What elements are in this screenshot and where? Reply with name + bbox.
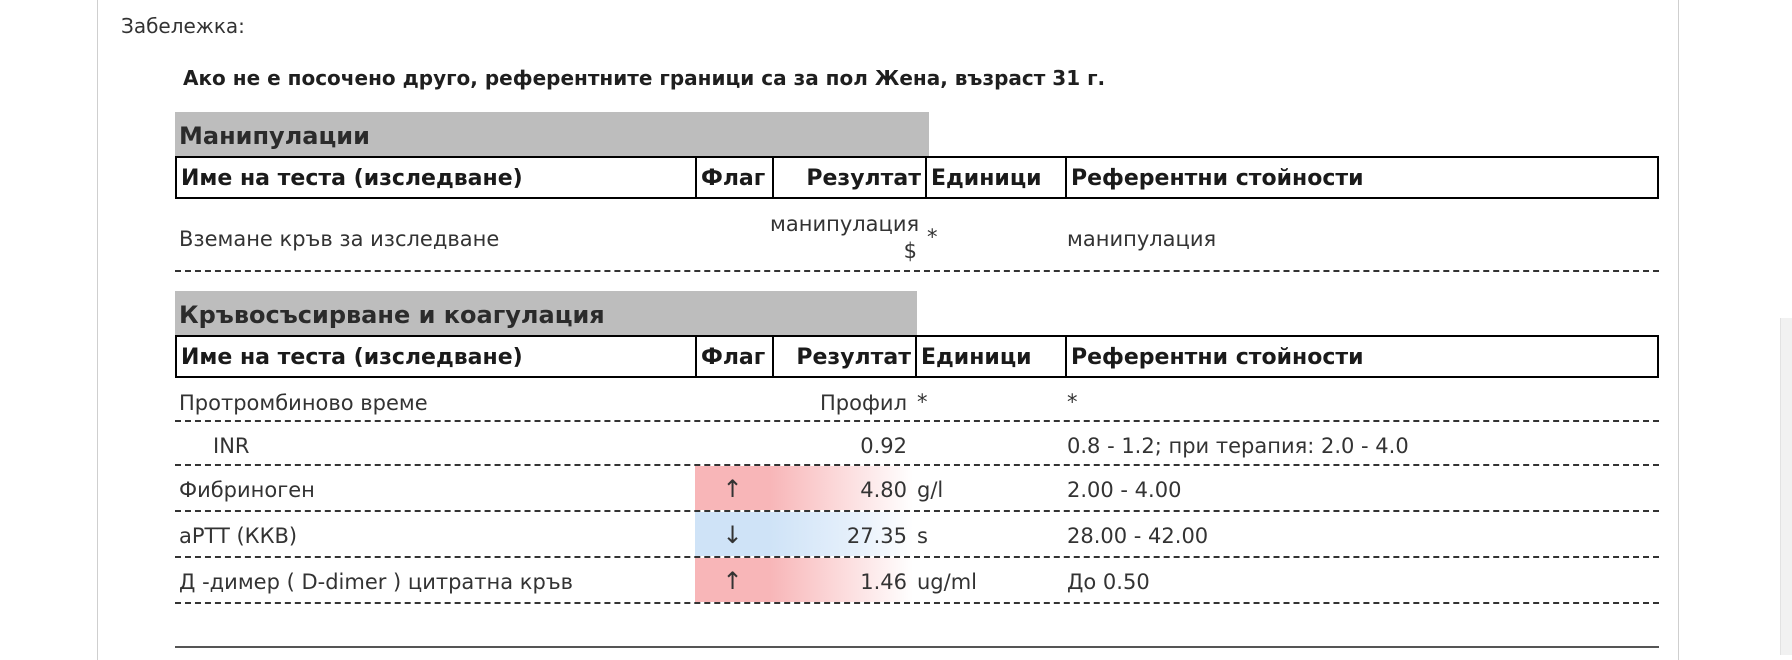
- table-row: [175, 378, 1659, 422]
- test-result-line1: манипулация: [770, 212, 920, 236]
- test-result-line2: $: [903, 239, 917, 263]
- test-result: [770, 199, 923, 270]
- test-name: Вземане кръв за изследване: [179, 227, 500, 251]
- col-header-name: Име на теста (изследване): [181, 166, 523, 191]
- test-reference: *: [1067, 390, 1078, 414]
- test-result: Профил: [820, 391, 907, 415]
- test-units: s: [917, 524, 928, 548]
- test-reference: 2.00 - 4.00: [1067, 478, 1182, 502]
- test-name: aPTT (ККВ): [179, 524, 298, 548]
- test-reference: 28.00 - 42.00: [1067, 524, 1209, 548]
- test-reference: До 0.50: [1067, 570, 1150, 594]
- col-header-flag: Флаг: [695, 337, 772, 376]
- col-header-result: Резултат: [772, 158, 925, 197]
- flag-low-arrow-icon: ↓: [695, 512, 770, 556]
- test-units: *: [927, 225, 938, 249]
- test-result: 1.46: [770, 558, 913, 602]
- col-header-flag: Флаг: [695, 158, 772, 197]
- test-result: 4.80: [770, 466, 913, 510]
- table-header-manipulations: [175, 156, 1659, 199]
- section-title-manipulations: Манипулации: [175, 112, 929, 156]
- scrollbar-track[interactable]: [1780, 318, 1792, 655]
- flag-high-arrow-icon: ↑: [695, 558, 770, 602]
- col-header-units: Единици: [915, 337, 1065, 376]
- test-units: g/l: [917, 478, 944, 502]
- test-name: Протромбиново време: [179, 391, 428, 415]
- reference-disclaimer: Ако не е посочено друго, референтните граници са за пол Жена, възраст 31 г.: [183, 66, 1106, 90]
- test-units: [913, 422, 1063, 464]
- test-units: *: [917, 390, 928, 414]
- col-header-name: Име на теста (изследване): [181, 345, 523, 370]
- section-title-coagulation: Кръвосъсирване и коагулация: [175, 291, 917, 335]
- table-row: [175, 199, 1659, 272]
- flag-high-arrow-icon: ↑: [695, 466, 770, 510]
- col-header-result: Резултат: [772, 337, 915, 376]
- table-row: [175, 422, 1659, 466]
- test-units: ug/ml: [917, 570, 978, 594]
- note-label: Забележка:: [121, 14, 245, 38]
- table-header-coagulation: [175, 335, 1659, 378]
- test-name: Фибриноген: [179, 478, 315, 502]
- test-result: 0.92: [860, 434, 907, 458]
- table-row: [175, 558, 1659, 604]
- table-row: [175, 512, 1659, 558]
- test-reference: манипулация: [1067, 227, 1217, 251]
- test-result: 27.35: [770, 512, 913, 556]
- col-header-reference: Референтни стойности: [1065, 337, 1657, 376]
- col-header-units: Единици: [925, 158, 1065, 197]
- test-reference: 0.8 - 1.2; при терапия: 2.0 - 4.0: [1067, 434, 1409, 458]
- table-row: [175, 466, 1659, 512]
- col-header-reference: Референтни стойности: [1065, 158, 1657, 197]
- bottom-divider: [175, 646, 1659, 648]
- test-name: Д -димер ( D-dimer ) цитратна кръв: [179, 570, 574, 594]
- test-name: INR: [213, 434, 250, 458]
